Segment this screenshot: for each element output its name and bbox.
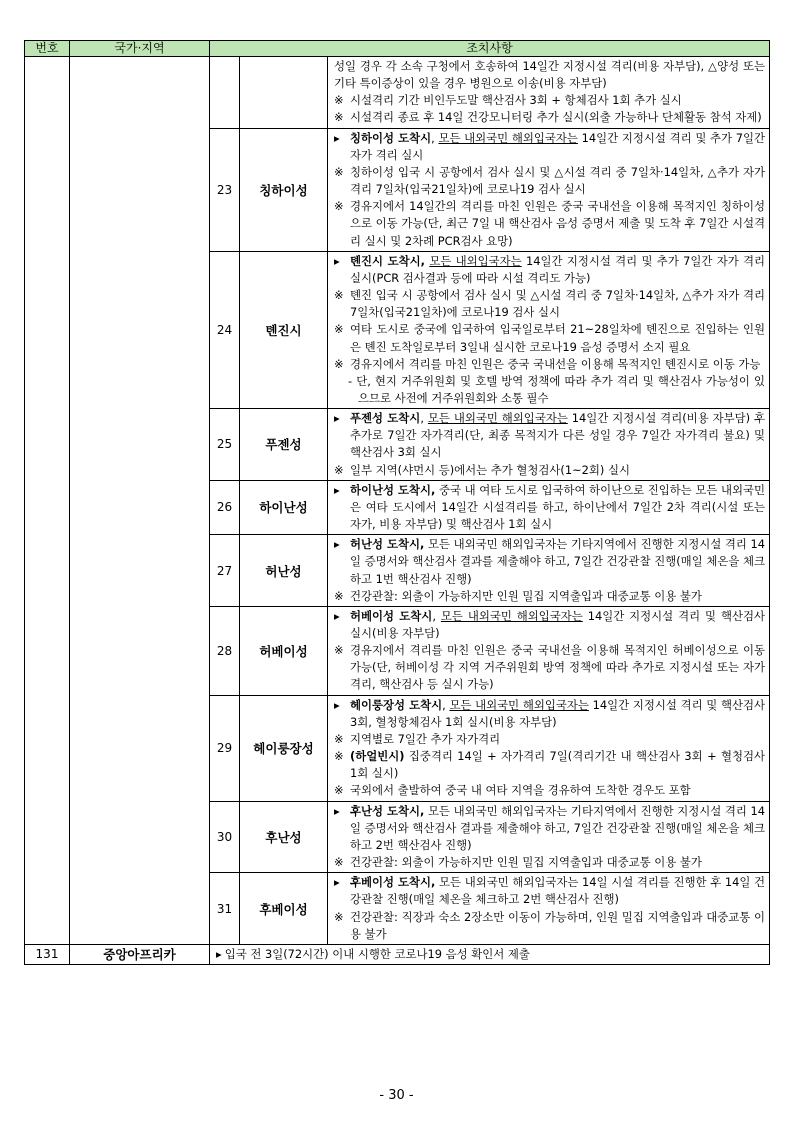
row-number: 24 <box>210 251 240 408</box>
measures-cell <box>328 606 770 695</box>
emphasis: 후베이성 도착시, <box>350 875 436 890</box>
measure-text: 건강관찰: 직장과 숙소 2장소만 이동이 가능하며, 인원 밀집 지역출입과 대중교통 이용 불가 <box>350 909 766 941</box>
measure-text: 건강관찰: 외출이 가능하지만 인원 밀집 지역출입과 대중교통 이용 불가 <box>350 855 702 870</box>
measure-text: 시설격리 종료 후 14일 건강모니터링 추가 실시(외출 가능하나 단체활동 참석 자제) <box>350 110 762 125</box>
note-item <box>334 164 765 198</box>
measure-text: 단, 현지 거주위원회 및 호텔 방역 정책에 따라 추가 격리 및 핵산검사 가능성이 있으므로 사전에 거주위원회와 소통 필수 <box>356 373 766 405</box>
arrow-bullet-icon: ▸ <box>334 130 340 145</box>
reference-mark-icon: ※ <box>334 643 344 658</box>
reference-mark-icon: ※ <box>334 356 344 371</box>
measures-table <box>24 40 770 965</box>
bullet-item <box>334 874 765 908</box>
bullet-item <box>216 946 765 963</box>
bullet-item <box>334 803 765 854</box>
measures-cell <box>328 251 770 408</box>
note-item <box>334 198 765 249</box>
table-header-row <box>25 41 770 57</box>
note-item <box>334 92 765 109</box>
arrow-bullet-icon: ▸ <box>334 411 340 426</box>
underlined-phrase: 모든 내외국민 해외입국자는 <box>427 411 568 426</box>
measure-text: 여타 도시로 중국에 입국하여 입국일로부터 21~28일차에 톈진으로 진입하는 인원은 톈진 도착일로부터 3일내 실시한 코로나19 음성 증명서 소지 필요 <box>350 322 766 354</box>
separator: , <box>431 130 439 145</box>
arrow-bullet-icon: ▸ <box>334 875 340 890</box>
row-number: 27 <box>210 535 240 607</box>
row-number: 31 <box>210 873 240 945</box>
note-item <box>334 854 765 871</box>
measure-text: 모든 내외국민 해외입국자는 14일 시설 격리를 진행한 후 14일 건강관찰 진행(매일 체온을 체크하고 2번 핵산검사 진행) <box>350 875 766 907</box>
measure-text: 중국 내 여타 도시로 입국하여 하이난으로 진입하는 모든 내외국민은 여타 도시에서 14일간 시설격리를 하고, 하이난에서 7일간 2차 격리(시설 또는 자가, 비용 자부담) 및 핵산검사 1회 실시 <box>350 482 766 532</box>
header-no: 번호 <box>25 41 70 57</box>
reference-mark-icon: ※ <box>334 110 344 125</box>
region-name: 후베이성 <box>240 873 328 945</box>
reference-mark-icon: ※ <box>334 731 344 746</box>
measure-text: 건강관찰: 외출이 가능하지만 인원 밀집 지역출입과 대중교통 이용 불가 <box>350 588 702 603</box>
emphasis: 허베이성 도착시 <box>350 608 433 623</box>
arrow-bullet-icon: ▸ <box>334 482 340 497</box>
note-item <box>334 642 765 693</box>
region-name: 후난성 <box>240 801 328 873</box>
reference-mark-icon: ※ <box>334 749 344 764</box>
underlined-phrase: 모든 내외국민 해외입국자는 <box>449 697 589 712</box>
text-line <box>334 58 765 92</box>
region-name: 허난성 <box>240 535 328 607</box>
separator: , <box>442 697 450 712</box>
country-name: 중앙아프리카 <box>70 944 210 964</box>
row-number: 23 <box>210 128 240 251</box>
measures-cell <box>328 873 770 945</box>
separator: , <box>420 411 428 426</box>
measure-text: 지역별로 7일간 추가 자가격리 <box>350 731 501 746</box>
region-name: 톈진시 <box>240 251 328 408</box>
reference-mark-icon: ※ <box>334 588 344 603</box>
emphasis: 칭하이성 도착시 <box>350 130 432 145</box>
separator: , <box>432 608 441 623</box>
note-item <box>334 748 765 782</box>
bullet-item <box>334 130 765 164</box>
measure-text: 경유지에서 격리를 마친 인원은 중국 국내선을 이용해 목적지인 톈진시로 이동 가능 <box>350 356 761 371</box>
region-name: 허베이성 <box>240 606 328 695</box>
header-region: 국가·지역 <box>70 41 210 57</box>
row-number: 28 <box>210 606 240 695</box>
measure-text: 경유지에서 격리를 마친 인원은 중국 국내선을 이용해 목적지인 허베이성으로 이동 가능(단, 허베이성 각 지역 거주위원회 방역 정책에 따라 추가로 지정시설 또는 자가격리, 핵산검사 등 실시 가능) <box>350 643 766 692</box>
note-item <box>334 782 765 799</box>
note-item <box>334 287 765 321</box>
row-number: 25 <box>210 409 240 481</box>
bullet-item <box>334 536 765 587</box>
reference-mark-icon: ※ <box>334 93 344 108</box>
blank-no-cell <box>25 57 70 945</box>
page-number: - 30 - <box>379 1088 414 1103</box>
arrow-bullet-icon: ▸ <box>334 608 340 623</box>
measures-cell <box>328 128 770 251</box>
emphasis: 후난성 도착시, <box>350 803 425 818</box>
underlined-phrase: 모든 내외국민 해외입국자는 <box>440 608 583 623</box>
measure-text: 입국 전 3일(72시간) 이내 시행한 코로나19 음성 확인서 제출 <box>224 946 530 961</box>
bullet-item <box>334 608 765 642</box>
emphasis: 헤이룽장성 도착시 <box>350 697 443 712</box>
measure-text: 14일간 지정시설 격리(비용 자부담) 후 추가로 7일간 자가격리(단, 최종 목적지가 다른 성일 경우 7일간 자가격리 불요) 및 핵산검사 3회 실시 <box>350 411 766 460</box>
reference-mark-icon: ※ <box>334 164 344 179</box>
reference-mark-icon: ※ <box>334 199 344 214</box>
reference-mark-icon: ※ <box>334 288 344 303</box>
bullet-item <box>334 482 765 533</box>
reference-mark-icon: ※ <box>334 855 344 870</box>
note-item <box>334 462 765 479</box>
underlined-phrase: 모든 내외국민 해외입국자는 <box>438 130 578 145</box>
continuation-row <box>25 57 770 129</box>
measures-cell <box>328 409 770 481</box>
arrow-bullet-icon: ▸ <box>334 537 340 552</box>
measure-text: 14일간 지정시설 격리 및 추가 7일간 자가 격리 실시 <box>350 130 766 162</box>
measure-text: 톈진 입국 시 공항에서 검사 실시 및 △시설 격리 중 7일차·14일차, △추가 자가 격리 7일차(입국21일차)에 코로나19 검사 실시 <box>350 288 766 320</box>
measure-text: 14일간 지정시설 격리 및 핵산검사 3회, 혈청항체검사 1회 실시(비용 자부담) <box>350 697 766 729</box>
bullet-item <box>334 697 765 731</box>
emphasis: 허난성 도착시, <box>350 537 425 552</box>
emphasis: (하얼빈시) <box>350 749 405 764</box>
note-item <box>334 731 765 748</box>
arrow-bullet-icon: ▸ <box>216 946 222 961</box>
row-number: 131 <box>25 944 70 964</box>
dash-marker: - <box>348 373 353 388</box>
measure-text: 국외에서 출발하여 중국 내 여타 지역을 경유하여 도착한 경우도 포함 <box>350 783 691 798</box>
region-name: 헤이룽장성 <box>240 695 328 801</box>
row-number: 29 <box>210 695 240 801</box>
row-number: 26 <box>210 480 240 534</box>
measures-cell <box>328 801 770 873</box>
reference-mark-icon: ※ <box>334 462 344 477</box>
note-item <box>334 356 765 373</box>
note-item <box>334 109 765 126</box>
blank-region-cell <box>70 57 210 945</box>
measure-text: 모든 내외국민 해외입국자는 기타지역에서 진행한 지정시설 격리 14일 증명서와 핵산검사 결과를 제출해야 하고, 7일간 건강관찰 진행(매일 체온을 체크하고 2번 핵산검사 진행) <box>350 803 766 852</box>
note-item <box>334 588 765 605</box>
reference-mark-icon: ※ <box>334 322 344 337</box>
measure-text: 일부 지역(샤먼시 등)에서는 추가 혈청검사(1~2회) 실시 <box>350 462 630 477</box>
measure-text: 성일 경우 각 소속 구청에서 호송하여 14일간 지정시설 격리(비용 자부담), △양성 또는 기타 특이증상이 있을 경우 병원으로 이송(비용 자부담) <box>334 59 766 91</box>
measures-cell <box>328 480 770 534</box>
measures-cell <box>210 944 770 964</box>
blank-subname-cell <box>240 57 328 129</box>
measure-text: 시설격리 기간 비인두도말 핵산검사 3회 + 항체검사 1회 추가 실시 <box>350 93 682 108</box>
row-number: 30 <box>210 801 240 873</box>
measure-text: 집중격리 14일 + 자가격리 7일(격리기간 내 핵산검사 3회 + 혈청검사 1회 실시) <box>350 749 766 781</box>
emphasis: 푸젠성 도착시 <box>350 411 421 426</box>
sub-item <box>334 373 765 407</box>
region-name: 하이난성 <box>240 480 328 534</box>
note-item <box>334 909 765 943</box>
measures-cell <box>328 695 770 801</box>
bullet-item <box>334 253 765 287</box>
arrow-bullet-icon: ▸ <box>334 253 340 268</box>
measure-text: 칭하이성 입국 시 공항에서 검사 실시 및 △시설 격리 중 7일차·14일차, △추가 자가 격리 7일차(입국21일차)에 코로나19 검사 실시 <box>350 164 766 197</box>
measure-text: 14일간 지정시설 격리 및 추가 7일간 자가 격리 실시(PCR 검사결과 등에 따라 시설 격리도 가능) <box>350 253 766 285</box>
region-name: 칭하이성 <box>240 128 328 251</box>
emphasis: 하이난성 도착시, <box>350 482 436 497</box>
arrow-bullet-icon: ▸ <box>334 803 340 818</box>
table-row-last <box>25 944 770 964</box>
emphasis: 톈진시 도착시, <box>350 253 426 268</box>
region-name: 푸젠성 <box>240 409 328 481</box>
measures-cell <box>328 535 770 607</box>
arrow-bullet-icon: ▸ <box>334 697 340 712</box>
measure-text: 모든 내외국민 해외입국자는 기타지역에서 진행한 지정시설 격리 14일 증명서와 핵산검사 결과를 제출해야 하고, 7일간 건강관찰 진행(매일 체온을 체크하고 1번 핵산검사 진행) <box>350 537 766 586</box>
continuation-measures <box>328 57 770 129</box>
underlined-phrase: 모든 내외입국자는 <box>429 253 522 268</box>
blank-subnum-cell <box>210 57 240 129</box>
reference-mark-icon: ※ <box>334 783 344 798</box>
measure-text: 14일간 지정시설 격리 및 핵산검사 실시(비용 자부담) <box>350 608 766 640</box>
note-item <box>334 321 765 355</box>
reference-mark-icon: ※ <box>334 909 344 924</box>
header-measures: 조치사항 <box>210 41 770 57</box>
bullet-item <box>334 410 765 461</box>
measure-text: 경유지에서 14일간의 격리를 마친 인원은 중국 국내선을 이용해 목적지인 칭하이성으로 이동 가능(단, 최근 7일 내 핵산검사 음성 증명서 제출 및 도착 후 7일간 시설격리 실시 및 2차례 PCR검사 요망) <box>350 199 766 248</box>
